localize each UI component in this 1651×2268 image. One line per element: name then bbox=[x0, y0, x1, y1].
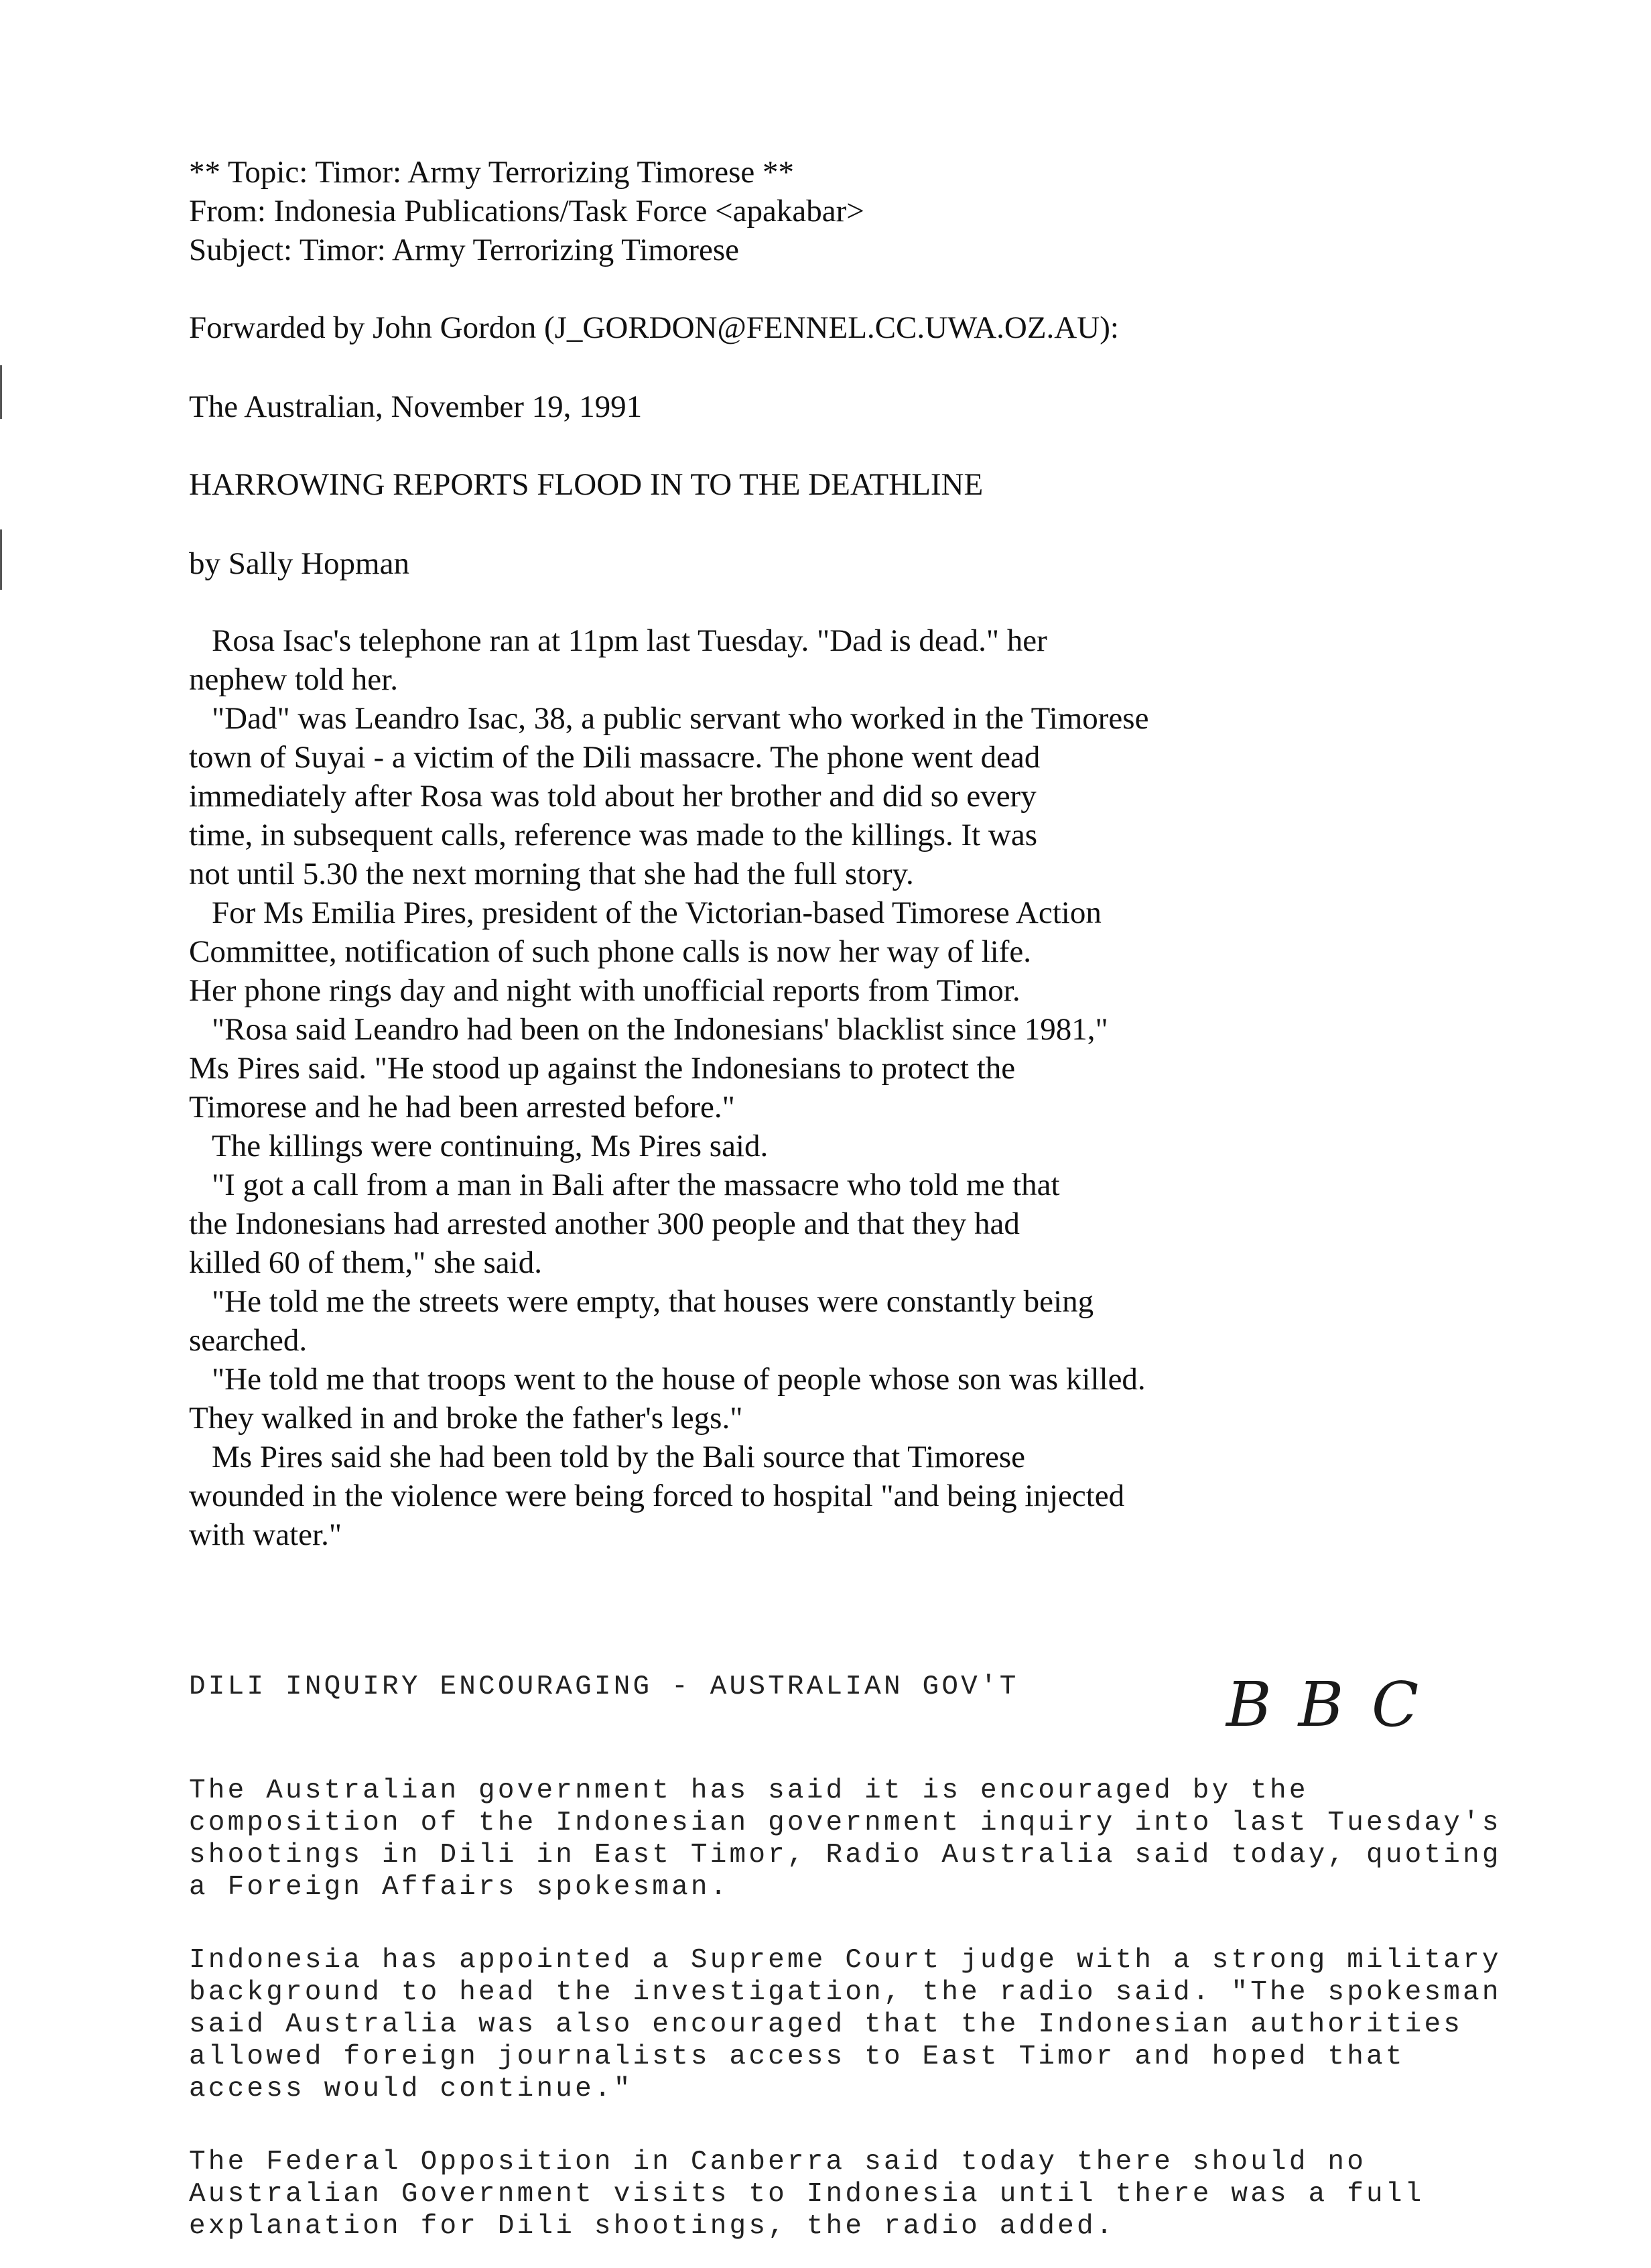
article-line: the Indonesians had arrested another 300 people and that they had bbox=[189, 1206, 1020, 1241]
email-header bbox=[189, 153, 864, 269]
article-line: town of Suyai - a victim of the Dili massacre. The phone went dead bbox=[189, 740, 1041, 775]
news-line: Indonesia has appointed a Supreme Court judge with a strong military bbox=[189, 1945, 1502, 1976]
article-line: The killings were continuing, Ms Pires said. bbox=[212, 1129, 769, 1163]
news-line: said Australia was also encouraged that the Indonesian authorities bbox=[189, 2009, 1463, 2040]
article-line: "Dad" was Leandro Isac, 38, a public servant who worked in the Timorese bbox=[212, 701, 1149, 736]
news-line: access would continue." bbox=[189, 2074, 633, 2104]
news-line: Australian Government visits to Indonesia until there was a full bbox=[189, 2179, 1425, 2210]
source-line: The Australian, November 19, 1991 bbox=[189, 389, 643, 424]
news-paragraph bbox=[189, 1775, 1502, 1903]
scan-mark bbox=[0, 529, 2, 590]
subject-line: Subject: Timor: Army Terrorizing Timorese bbox=[189, 233, 739, 267]
article-line: searched. bbox=[189, 1323, 308, 1358]
second-headline: DILI INQUIRY ENCOURAGING - AUSTRALIAN GOV'T bbox=[189, 1672, 1019, 1702]
article-line: Ms Pires said she had been told by the Bali source that Timorese bbox=[212, 1440, 1026, 1474]
byline: by Sally Hopman bbox=[189, 546, 409, 581]
news-line: a Foreign Affairs spokesman. bbox=[189, 1872, 730, 1903]
article-line: For Ms Emilia Pires, president of the Victorian-based Timorese Action bbox=[212, 895, 1102, 930]
article-line: nephew told her. bbox=[189, 662, 398, 697]
article-line: immediately after Rosa was told about her brother and did so every bbox=[189, 779, 1037, 814]
headline: HARROWING REPORTS FLOOD IN TO THE DEATHLINE bbox=[189, 467, 984, 502]
article-line: Committee, notification of such phone calls is now her way of life. bbox=[189, 934, 1031, 969]
article-line: Her phone rings day and night with unofficial reports from Timor. bbox=[189, 973, 1020, 1008]
news-line: shootings in Dili in East Timor, Radio Australia said today, quoting bbox=[189, 1840, 1502, 1871]
from-line: From: Indonesia Publications/Task Force <apakabar> bbox=[189, 194, 864, 229]
article-line: time, in subsequent calls, reference was made to the killings. It was bbox=[189, 818, 1038, 853]
article-body bbox=[189, 621, 1148, 1554]
article-line: "He told me the streets were empty, that houses were constantly being bbox=[212, 1284, 1094, 1319]
forwarded-line: Forwarded by John Gordon (J_GORDON@FENNEL.CC.UWA.OZ.AU): bbox=[189, 310, 1119, 345]
topic-line: ** Topic: Timor: Army Terrorizing Timorese ** bbox=[189, 155, 795, 190]
news-line: The Federal Opposition in Canberra said today there should no bbox=[189, 2147, 1367, 2178]
article-line: "He told me that troops went to the house of people whose son was killed. bbox=[212, 1362, 1146, 1397]
news-line: The Australian government has said it is encouraged by the bbox=[189, 1775, 1309, 1806]
article-line: wounded in the violence were being forced to hospital "and being injected bbox=[189, 1478, 1125, 1513]
article-line: They walked in and broke the father's legs." bbox=[189, 1401, 743, 1436]
handwritten-note: BBC bbox=[1226, 1669, 1446, 1741]
news-paragraph bbox=[189, 1944, 1502, 2105]
article-line: not until 5.30 the next morning that she had the full story. bbox=[189, 857, 914, 891]
article-line: "I got a call from a man in Bali after the massacre who told me that bbox=[212, 1168, 1060, 1202]
article-line: Rosa Isac's telephone ran at 11pm last Tuesday. "Dad is dead." her bbox=[212, 623, 1047, 658]
news-line: background to head the investigation, the radio said. "The spokesman bbox=[189, 1977, 1502, 2008]
article-line: "Rosa said Leandro had been on the Indonesians' blacklist since 1981," bbox=[212, 1012, 1108, 1047]
article-line: Ms Pires said. "He stood up against the Indonesians to protect the bbox=[189, 1051, 1016, 1086]
news-line: composition of the Indonesian government inquiry into last Tuesday's bbox=[189, 1808, 1502, 1838]
news-line: allowed foreign journalists access to East Timor and hoped that bbox=[189, 2041, 1405, 2072]
article-line: killed 60 of them," she said. bbox=[189, 1245, 542, 1280]
news-paragraph bbox=[189, 2146, 1424, 2243]
news-line: explanation for Dili shootings, the radio added. bbox=[189, 2211, 1116, 2242]
article-line: Timorese and he had been arrested before." bbox=[189, 1090, 735, 1125]
scan-mark bbox=[0, 365, 2, 419]
article-line: with water." bbox=[189, 1517, 342, 1552]
